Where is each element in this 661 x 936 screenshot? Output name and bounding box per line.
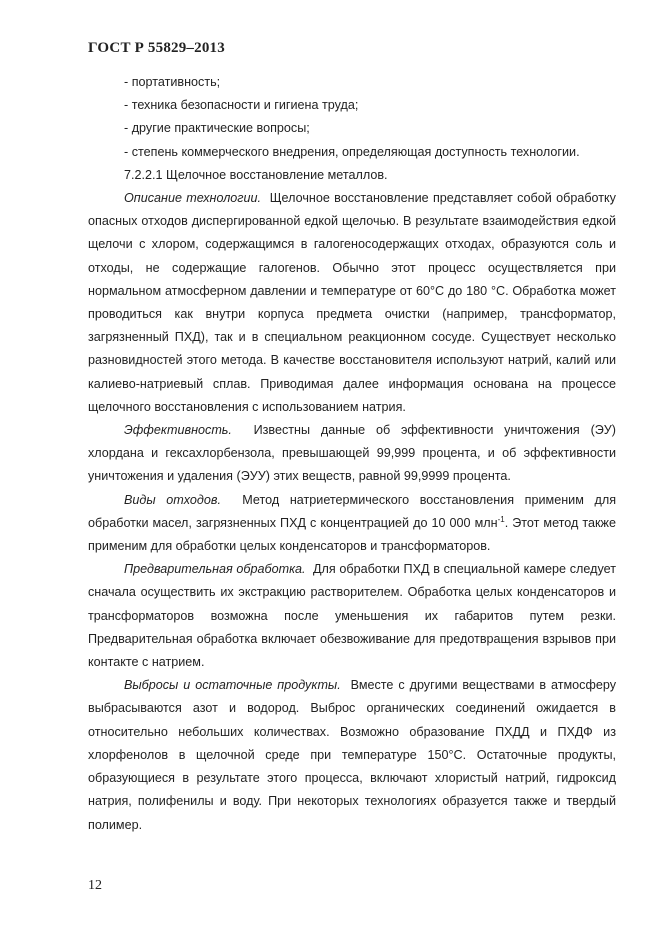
paragraph-description: [88, 187, 616, 419]
paragraph-text: Известны данные об эффективности уничтожения (ЭУ) хлордана и гексахлорбензола, превышающей 99,999 процента, и об эффективности уничтожения и удаления (ЭУУ) этих веществ, равной 99,9999 процента.: [88, 423, 617, 484]
paragraph-lead: Предварительная обработка.: [124, 562, 306, 577]
page-number: 12: [88, 878, 102, 893]
paragraph-text: Щелочное восстановление представляет собой обработку опасных отходов диспергированной едкой щелочью. В результате взаимодействия едкой щелочи с хлором, содержащимся в галогеносодержащих отходах, образуются соль и отходы, не содержащие галогенов. Обычно этот процесс осуществляется при нормальном атмосферном давлении и температуре от 60°С до 180 °С. Обработка может проводиться как внутри корпуса предмета очистки (например, трансформатор, загрязненный ПХД), так и в специальном реакционном сосуде. Существует несколько разновидностей этого метода. В качестве восстановителя используют натрий, калий или калиево-натриевый сплав. Приводимая далее информация основана на процессе щелочного восстановления с использованием натрия.: [88, 191, 616, 414]
page-body: [88, 71, 616, 837]
paragraph-text: Для обработки ПХД в специальной камере следует сначала осуществить их экстракцию растворителем. Обработка целых конденсаторов и трансформаторов возможна после уменьшения их габаритов путем резки. Предварительная обработка включает обезвоживание для предотвращения взрывов при контакте с натрием.: [88, 562, 616, 670]
paragraph-efficiency: [88, 419, 616, 489]
paragraph-text: Вместе с другими веществами в атмосферу выбрасываются азот и водород. Выброс органических соединений ожидается в относительно небольших количествах. Возможно образование ПХДД и ПХДФ из хлорфенолов в щелочной среде при температуре 150°С. Остаточные продукты, образующиеся в результате этого процесса, включают хлористый натрий, гидроксид натрия, полифенилы и воду. При некоторых технологиях образуется также и твердый полимер.: [88, 678, 616, 832]
list-item: - другие практические вопросы;: [124, 121, 310, 136]
list-item: - техника безопасности и гигиена труда;: [124, 98, 359, 113]
paragraph-text: . Этот метод также применим для обработки целых конденсаторов и трансформаторов.: [88, 515, 616, 554]
paragraph-lead: Выбросы и остаточные продукты.: [124, 678, 341, 693]
paragraph-emissions: [88, 674, 616, 836]
paragraph-waste-types: [88, 489, 616, 559]
superscript: -1: [497, 514, 505, 524]
paragraph-pretreatment: [88, 558, 616, 674]
paragraph-lead: Виды отходов.: [124, 492, 221, 507]
paragraph-lead: Эффективность.: [124, 423, 232, 438]
paragraph-text: Метод натриетермического восстановления применим для обработки масел, загрязненных ПХД с концентрацией до 10 000 млн: [88, 492, 617, 530]
paragraph-lead: Описание технологии.: [124, 191, 262, 206]
list-item: - портативность;: [124, 75, 221, 89]
section-heading: 7.2.2.1 Щелочное восстановление металлов.: [124, 167, 388, 182]
list-item: - степень коммерческого внедрения, определяющая доступность технологии.: [124, 144, 580, 159]
document-header: ГОСТ Р 55829–2013: [88, 40, 225, 56]
